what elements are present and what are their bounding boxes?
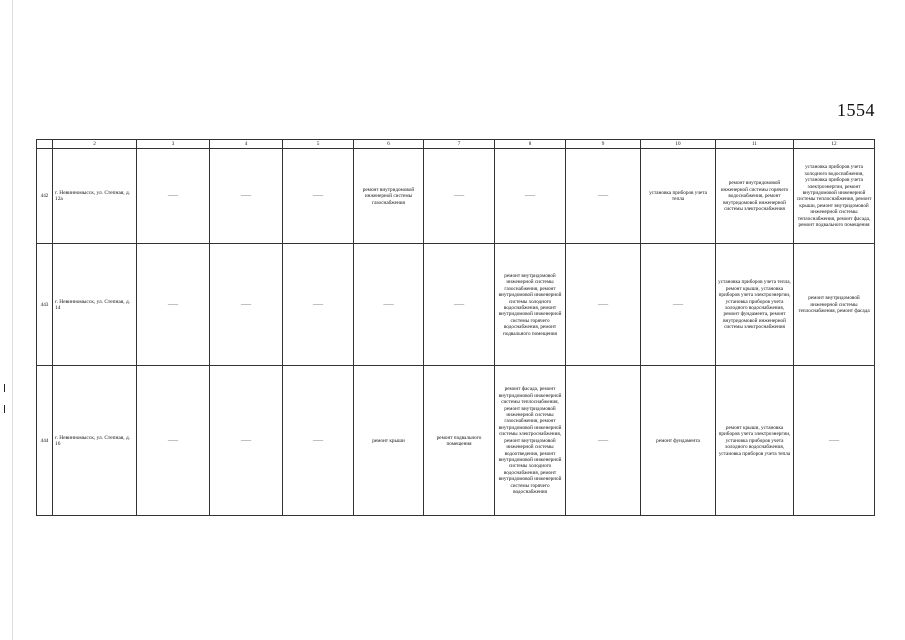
table-cell: —— [566,149,641,244]
table-cell: ремонт внутридомовой инженерной системы горячего водоснабжения, ремонт внутридомовой инженерной системы электроснабжения [716,149,794,244]
scan-artifact-mark [4,384,5,392]
table-cell: —— [641,244,716,366]
column-header: 8 [495,140,566,149]
table-cell: —— [210,149,283,244]
table-cell: —— [137,244,210,366]
page-number: 1554 [837,100,875,120]
table-cell: установка приборов учета тепла [641,149,716,244]
table-cell: —— [210,244,283,366]
table-header-row [37,140,875,149]
address-cell: г. Невинномысск, ул. Степная, д. 12а [53,149,137,244]
column-header: 2 [53,140,137,149]
column-header: 10 [641,140,716,149]
column-header [37,140,53,149]
table-cell: —— [283,149,354,244]
table-cell: ремонт внутридомовой инженерной системы газоснабжения, ремонт внутридомовой инженерной системы холодного водоснабжения, ремонт внутридомовой инженерной системы горячего водоснабжения, ремонт подвального помещения [495,244,566,366]
table-row [37,244,875,366]
table-cell: ремонт крыши, установка приборов учета электроэнергии, установка приборов учета холодного водоснабжения, установка приборов учета тепла [716,366,794,516]
table-cell: ремонт внутридомовой инженерной системы теплоснабжения, ремонт фасада [794,244,875,366]
table-cell: —— [283,244,354,366]
column-header: 3 [137,140,210,149]
repair-schedule-table [36,139,875,516]
row-number: 442 [37,149,53,244]
column-header: 5 [283,140,354,149]
table-cell: —— [354,244,424,366]
scan-artifact-mark [4,405,5,413]
row-number: 444 [37,366,53,516]
table-cell: —— [424,244,495,366]
table-cell: ремонт крыши [354,366,424,516]
row-number: 443 [37,244,53,366]
table-cell: —— [137,149,210,244]
table-row [37,366,875,516]
address-cell: г. Невинномысск, ул. Степная, д. 14 [53,244,137,366]
table-row [37,149,875,244]
table-cell: —— [210,366,283,516]
table-cell: —— [424,149,495,244]
table-cell: ремонт подвального помещения [424,366,495,516]
address-cell: г. Невинномысск, ул. Степная, д. 16 [53,366,137,516]
column-header: 7 [424,140,495,149]
column-header: 4 [210,140,283,149]
table-cell: —— [566,366,641,516]
column-header: 11 [716,140,794,149]
table-cell: —— [794,366,875,516]
column-header: 9 [566,140,641,149]
table-cell: —— [283,366,354,516]
table-cell: ремонт фасада, ремонт внутридомовой инженерной системы теплоснабжения, ремонт внутридомовой инженерной системы газоснабжения, ремонт внутридомовой инженерной системы электроснабжения, ремонт внутридомовой инженерной системы водоотведения, ремонт внутридомовой инженерной системы холодного водоснабжения, ремонт внутридомовой инженерной системы горячего водоснабжения [495,366,566,516]
table-cell: установка приборов учета холодного водоснабжения, установка приборов учета электроэнергии, ремонт внутридомовой инженерной системы теплоснабжения, ремонт крыши, ремонт внутридомовой инженерной системы теплоснабжения, ремонт фасада, ремонт подвального помещения [794,149,875,244]
table-cell: установка приборов учета тепла, ремонт крыши, установка приборов учета электроэнергии, установка приборов учета холодного водоснабжения, ремонт фундамента, ремонт внутридомовой инженерной системы электроснабжения [716,244,794,366]
column-header: 6 [354,140,424,149]
table-cell: ремонт внутридомовой инженерной системы газоснабжения [354,149,424,244]
table-cell: —— [495,149,566,244]
table-cell: ремонт фундамента [641,366,716,516]
table-cell: —— [566,244,641,366]
table-cell: —— [137,366,210,516]
left-edge-mark [12,0,13,640]
column-header: 12 [794,140,875,149]
